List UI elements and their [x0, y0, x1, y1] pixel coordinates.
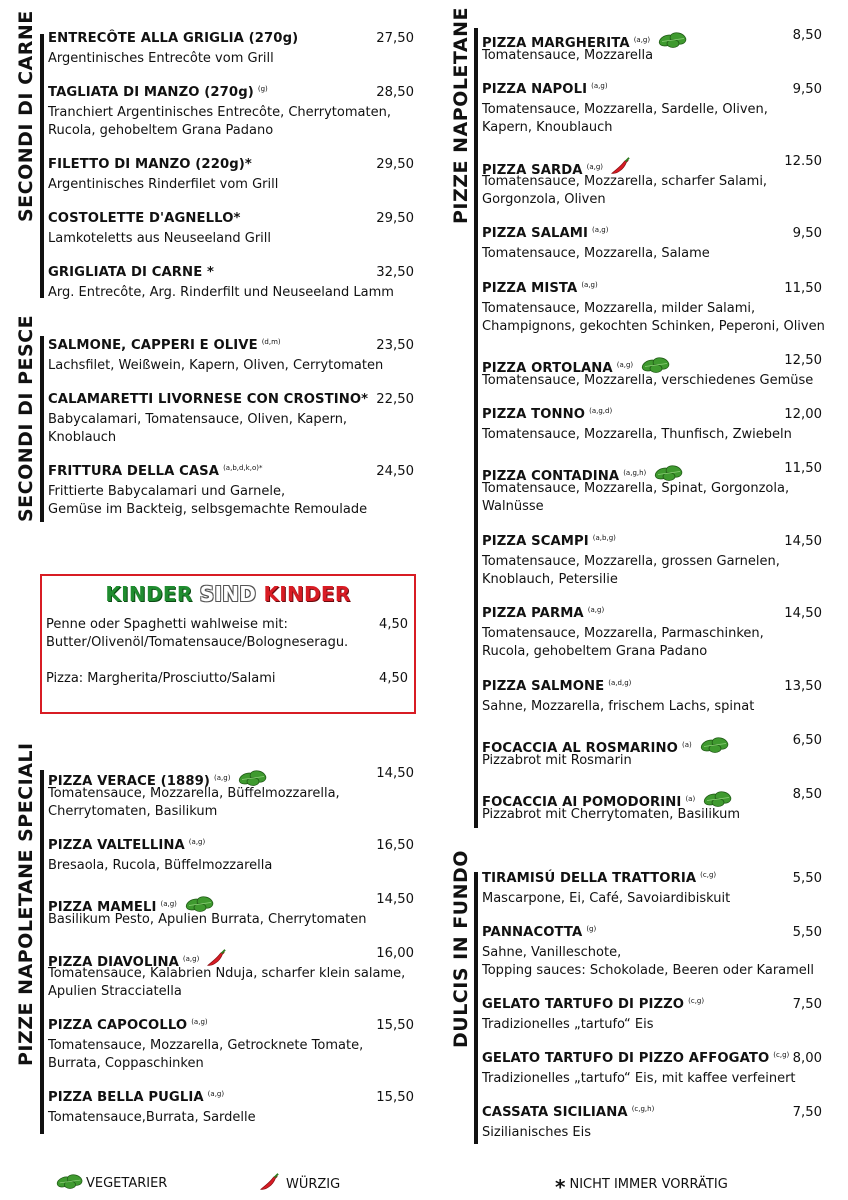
item-description: Tomatensauce, Mozzarella, grossen Garnelen,: [482, 554, 780, 569]
menu-item-pizza-bella-puglia: [48, 1090, 414, 1127]
item-description: Rucola, gehobeltem Grana Padano: [482, 644, 708, 659]
section-title-secondi-pesce: SECONDI DI PESCE: [15, 314, 37, 522]
item-price: 9,50: [792, 82, 822, 97]
item-description: Tomatensauce, Kalabrien Nduja, scharfer klein salame,: [48, 966, 406, 981]
item-price: 7,50: [792, 997, 822, 1012]
allergen-codes: (a,g): [581, 281, 598, 289]
item-name: SALMONE, CAPPERI E OLIVE: [48, 338, 258, 353]
allergen-codes: (a,b,g): [592, 534, 616, 542]
item-description: Pizzabrot mit Rosmarin: [482, 753, 632, 768]
menu-item-salmone-capperi-e-olive: [48, 338, 414, 375]
item-name: COSTOLETTE D'AGNELLO*: [48, 211, 241, 226]
item-price: 13,50: [784, 679, 822, 694]
item-name: GELATO TARTUFO DI PIZZO: [482, 997, 685, 1012]
item-price: 11,50: [784, 281, 822, 296]
item-name: FILETTO DI MANZO (220g)*: [48, 157, 252, 172]
basil-icon: [658, 30, 688, 53]
menu-item-pizza-diavolina: [48, 946, 414, 1001]
item-name: PIZZA PARMA: [482, 606, 584, 621]
item-description: Basilikum Pesto, Apulien Burrata, Cherrytomaten: [48, 912, 367, 927]
item-price: 14,50: [784, 534, 822, 549]
item-price: 27,50: [376, 31, 414, 46]
item-price: 15,50: [376, 1090, 414, 1105]
menu-item-filetto-di-manzo-220g: [48, 157, 414, 194]
item-description: Apulien Stracciatella: [48, 984, 182, 999]
kinder-title: [42, 582, 414, 606]
item-description: Tradizionelles „tartufo“ Eis, mit kaffee verfeinert: [482, 1071, 796, 1086]
allergen-codes: (a,g): [633, 36, 651, 44]
section-title-pizze-speciali: PIZZE NAPOLETANE SPECIALI: [15, 742, 37, 1066]
kinder-title-part-2: SIND: [199, 582, 257, 606]
menu-item-cassata-siciliana: [482, 1105, 822, 1142]
menu-item-pizza-napoli: [482, 82, 822, 137]
menu-item-frittura-della-casa: [48, 464, 414, 519]
item-price: 5,50: [792, 871, 822, 886]
allergen-codes: (a,g,d): [589, 407, 613, 415]
item-description: Tomatensauce, Mozzarella, Büffelmozzarella,: [48, 786, 340, 801]
legend-vegetarier: [56, 1172, 167, 1194]
allergen-codes: (a,g): [160, 900, 177, 908]
menu-item-pizza-mista: [482, 281, 825, 336]
legend-wuerzig-label: WÜRZIG: [286, 1176, 341, 1192]
item-price: 24,50: [376, 464, 414, 479]
item-name: PIZZA SARDA: [482, 163, 583, 178]
item-name: CASSATA SICILIANA: [482, 1105, 628, 1120]
item-name: TIRAMISÚ DELLA TRATTORIA: [482, 871, 697, 886]
item-description: Pizzabrot mit Cherrytomaten, Basilikum: [482, 807, 741, 822]
kinder-title-part-1: KINDER: [105, 582, 193, 606]
item-description: Tomatensauce, Mozzarella, Spinat, Gorgonzola,: [482, 481, 790, 496]
chili-icon: [205, 948, 227, 972]
item-description: Topping sauces: Schokolade, Beeren oder Karamell: [482, 963, 815, 978]
item-name: PIZZA BELLA PUGLIA: [48, 1090, 204, 1105]
item-price: 8,00: [792, 1051, 822, 1066]
menu-item-gelato-tartufo-di-pizzo: [482, 997, 822, 1034]
item-description: Knoblauch: [48, 430, 117, 445]
menu-item-pizza-contadina: [482, 461, 822, 516]
allergen-codes: (c,g): [688, 997, 705, 1005]
item-name: PANNACOTTA: [482, 925, 583, 940]
item-description: Champignons, gekochten Schinken, Peperoni, Oliven: [482, 319, 825, 334]
item-name: PIZZA NAPOLI: [482, 82, 588, 97]
item-description: Tomatensauce, Mozzarella, Getrocknete Tomate,: [48, 1038, 364, 1053]
item-description: Tomatensauce, Mozzarella, Sardelle, Oliven,: [482, 102, 768, 117]
basil-icon: [654, 463, 684, 486]
item-price: 8,50: [792, 28, 822, 43]
menu-item-pizza-salami: [482, 226, 822, 263]
kinder-pizza-price: 4,50: [379, 671, 408, 686]
item-description: Tomatensauce, Mozzarella, milder Salami,: [482, 301, 756, 316]
item-price: 15,50: [376, 1018, 414, 1033]
item-price: 28,50: [376, 85, 414, 100]
legend-nicht-vorraetig: [555, 1172, 728, 1199]
allergen-codes: (a,g): [586, 163, 604, 171]
legend-vegetarier-label: VEGETARIER: [86, 1175, 168, 1191]
basil-icon: [641, 355, 671, 378]
item-description: Argentinisches Entrecôte vom Grill: [48, 51, 274, 66]
item-price: 14,50: [376, 766, 414, 781]
basil-icon: [56, 1172, 84, 1194]
item-name: PIZZA VALTELLINA: [48, 838, 185, 853]
item-price: 23,50: [376, 338, 414, 353]
chili-icon: [609, 156, 631, 180]
legend-wuerzig: [258, 1172, 340, 1196]
menu-item-pizza-parma: [482, 606, 822, 661]
item-price: 7,50: [792, 1105, 822, 1120]
menu-item-pizza-capocollo: [48, 1018, 414, 1073]
item-price: 12,50: [784, 353, 822, 368]
item-description: Tomatensauce, Mozzarella, scharfer Salami,: [482, 174, 768, 189]
item-name: GELATO TARTUFO DI PIZZO AFFOGATO: [482, 1051, 770, 1066]
menu-item-pizza-sarda: [482, 154, 822, 209]
section-title-pizze-napoletane: PIZZE NAPOLETANE: [450, 7, 472, 224]
menu-item-tagliata-di-manzo-270g: [48, 85, 414, 140]
menu-item-pizza-margherita: [482, 28, 822, 65]
section-title-secondi-carne: SECONDI DI CARNE: [15, 10, 37, 222]
menu-item-pizza-valtellina: [48, 838, 414, 875]
item-description: Tomatensauce, Mozzarella, Thunfisch, Zwiebeln: [482, 427, 792, 442]
menu-item-pizza-tonno: [482, 407, 822, 444]
allergen-codes: (a,g): [182, 955, 200, 963]
kinder-pizza-label: Pizza: Margherita/Prosciutto/Salami: [46, 671, 276, 686]
menu-item-pizza-verace-1889: [48, 766, 414, 821]
item-description: Rucola, gehobeltem Grana Padano: [48, 123, 274, 138]
allergen-codes: (a,g): [591, 82, 608, 90]
item-name: PIZZA VERACE (1889): [48, 774, 211, 789]
legend-nicht-vorraetig-label: NICHT IMMER VORRÄTIG: [569, 1176, 728, 1192]
item-description: Walnüsse: [482, 499, 544, 514]
item-description: Lamkoteletts aus Neuseeland Grill: [48, 231, 271, 246]
allergen-codes: (a,g): [587, 606, 605, 614]
item-name: FOCACCIA AI POMODORINI: [482, 795, 682, 810]
menu-item-pizza-ortolana: [482, 353, 822, 390]
item-name: CALAMARETTI LIVORNESE CON CROSTINO*: [48, 392, 369, 407]
menu-item-tiramis-della-trattoria: [482, 871, 822, 908]
item-description: Sizilianisches Eis: [482, 1125, 592, 1140]
allergen-codes: (a,d,g): [608, 679, 632, 687]
kinder-title-part-3: KINDER: [263, 582, 351, 606]
item-name: PIZZA MAMELI: [48, 900, 157, 915]
item-description: Burrata, Coppaschinken: [48, 1056, 204, 1071]
item-name: PIZZA SALAMI: [482, 226, 589, 241]
kinder-pasta-price: 4,50: [379, 617, 408, 632]
allergen-codes: (c,g): [700, 871, 717, 879]
menu-item-gelato-tartufo-di-pizzo-affogato: [482, 1051, 822, 1088]
allergen-codes: (c,g): [773, 1051, 790, 1059]
item-name: PIZZA SCAMPI: [482, 534, 589, 549]
section-bar-dulcis: [474, 872, 478, 1144]
kinder-line-3: [46, 670, 408, 688]
item-name: GRIGLIATA DI CARNE *: [48, 265, 214, 280]
allergen-codes: (g): [586, 925, 597, 933]
item-name: FOCACCIA AL ROSMARINO: [482, 741, 678, 756]
item-name: ENTRECÔTE ALLA GRIGLIA (270g): [48, 31, 299, 46]
allergen-codes: (a,g): [592, 226, 609, 234]
item-price: 29,50: [376, 157, 414, 172]
basil-icon: [238, 768, 268, 791]
item-description: Gemüse im Backteig, selbsgemachte Remoulade: [48, 502, 368, 517]
item-price: 16,00: [376, 946, 414, 961]
section-bar-pizze-speciali: [40, 770, 44, 1134]
allergen-codes: (a,g): [191, 1018, 208, 1026]
allergen-codes: (a,g,h): [623, 469, 647, 477]
menu-item-pizza-mameli: [48, 892, 414, 929]
menu-item-pizza-salmone: [482, 679, 822, 716]
kinder-pasta-label: Penne oder Spaghetti wahlweise mit:: [46, 617, 288, 632]
item-name: PIZZA DIAVOLINA: [48, 955, 179, 970]
allergen-codes: (a,g): [616, 361, 634, 369]
item-description: Sahne, Vanilleschote,: [482, 945, 622, 960]
item-description: Mascarpone, Ei, Café, Savoiardibiskuit: [482, 891, 731, 906]
allergen-codes: (a,g): [207, 1090, 225, 1098]
item-price: 16,50: [376, 838, 414, 853]
item-price: 22,50: [376, 392, 414, 407]
kinder-line-1: [46, 616, 408, 634]
section-bar-pizze-napoletane: [474, 28, 478, 828]
item-name: PIZZA CONTADINA: [482, 469, 620, 484]
item-description: Arg. Entrecôte, Arg. Rinderfilt und Neuseeland Lamm: [48, 285, 394, 300]
basil-icon: [700, 735, 730, 758]
kinder-box: [40, 574, 416, 714]
section-bar-secondi-pesce: [40, 336, 44, 522]
basil-icon: [185, 894, 215, 917]
item-name: PIZZA ORTOLANA: [482, 361, 613, 376]
item-description: Tradizionelles „tartufo“ Eis: [482, 1017, 654, 1032]
item-description: Tomatensauce, Mozzarella: [482, 48, 654, 63]
menu-item-pizza-scampi: [482, 534, 822, 589]
allergen-codes: (a): [685, 795, 696, 803]
item-description: Tomatensauce, Mozzarella, Salame: [482, 246, 710, 261]
item-description: Tranchiert Argentinisches Entrecôte, Cherrytomaten,: [48, 105, 391, 120]
kinder-line-2: Butter/Olivenöl/Tomatensauce/Bologneseragu.: [46, 635, 349, 650]
item-price: 6,50: [792, 733, 822, 748]
item-price: 14,50: [376, 892, 414, 907]
item-price: 12,00: [784, 407, 822, 422]
item-price: 14,50: [784, 606, 822, 621]
menu-item-pannacotta: [482, 925, 822, 980]
menu-item-calamaretti-livornese-con-crostino: [48, 392, 414, 447]
menu-item-grigliata-di-carne: [48, 265, 414, 302]
allergen-codes: (a,b,d,k,o)*: [223, 464, 263, 472]
item-price: 9,50: [792, 226, 822, 241]
item-description: Kapern, Knoublauch: [482, 120, 613, 135]
item-price: 12.50: [784, 154, 822, 169]
item-description: Knoblauch, Petersilie: [482, 572, 618, 587]
item-price: 8,50: [792, 787, 822, 802]
item-description: Tomatensauce, Mozzarella, Parmaschinken,: [482, 626, 764, 641]
item-description: Argentinisches Rinderfilet vom Grill: [48, 177, 279, 192]
menu-item-entrec-te-alla-griglia-270g: [48, 31, 414, 68]
item-description: Tomatensauce, Mozzarella, verschiedenes Gemüse: [482, 373, 814, 388]
item-name: PIZZA MARGHERITA: [482, 36, 630, 51]
item-description: Cherrytomaten, Basilikum: [48, 804, 218, 819]
allergen-codes: (a,g): [214, 774, 231, 782]
item-description: Gorgonzola, Oliven: [482, 192, 606, 207]
item-description: Frittierte Babycalamari und Garnele,: [48, 484, 286, 499]
item-description: Sahne, Mozzarella, frischem Lachs, spinat: [482, 699, 755, 714]
item-description: Tomatensauce,Burrata, Sardelle: [48, 1110, 256, 1125]
item-name: PIZZA TONNO: [482, 407, 586, 422]
item-name: TAGLIATA DI MANZO (270g): [48, 85, 254, 100]
item-price: 29,50: [376, 211, 414, 226]
basil-icon: [703, 789, 733, 812]
item-name: PIZZA CAPOCOLLO: [48, 1018, 188, 1033]
section-title-dulcis: DULCIS IN FUNDO: [450, 850, 472, 1048]
asterisk-icon: *: [555, 1175, 566, 1199]
chili-icon: [258, 1172, 280, 1196]
item-description: Babycalamari, Tomatensauce, Oliven, Kapern,: [48, 412, 348, 427]
item-name: PIZZA MISTA: [482, 281, 578, 296]
allergen-codes: (g): [257, 85, 268, 93]
item-price: 32,50: [376, 265, 414, 280]
item-name: PIZZA SALMONE: [482, 679, 605, 694]
allergen-codes: (c,g,h): [631, 1105, 655, 1113]
item-price: 11,50: [784, 461, 822, 476]
item-description: Lachsfilet, Weißwein, Kapern, Oliven, Cerrytomaten: [48, 358, 384, 373]
allergen-codes: (d,m): [261, 338, 281, 346]
menu-item-costolette-d-agnello: [48, 211, 414, 248]
section-bar-secondi-carne: [40, 34, 44, 298]
item-price: 5,50: [792, 925, 822, 940]
menu-item-focaccia-ai-pomodorini: [482, 787, 822, 824]
allergen-codes: (a): [681, 741, 692, 749]
menu-item-focaccia-al-rosmarino: [482, 733, 822, 770]
item-description: Bresaola, Rucola, Büffelmozzarella: [48, 858, 273, 873]
item-name: FRITTURA DELLA CASA: [48, 464, 220, 479]
allergen-codes: (a,g): [188, 838, 206, 846]
